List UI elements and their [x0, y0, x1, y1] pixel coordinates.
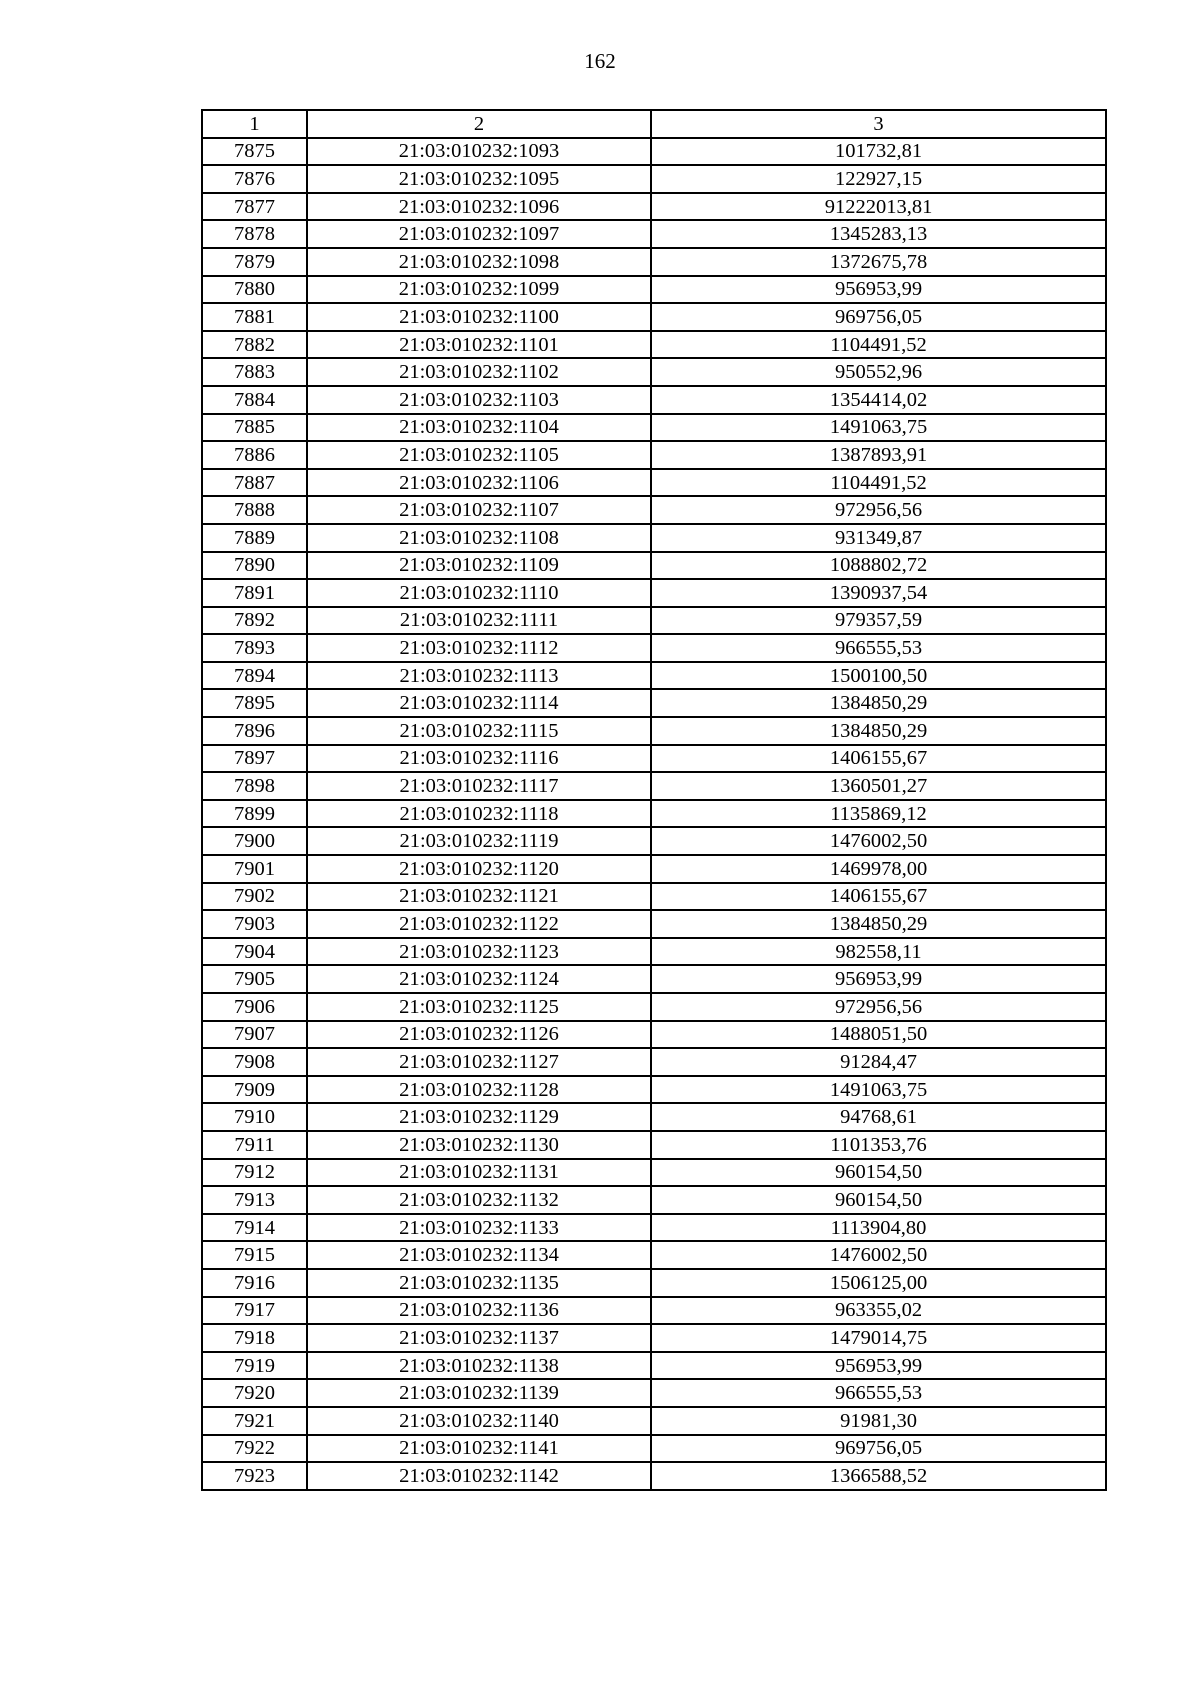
row-number-cell: 7887 [202, 469, 307, 497]
cadastral-number-cell: 21:03:010232:1098 [307, 248, 651, 276]
row-number-cell: 7908 [202, 1048, 307, 1076]
cadastral-number-cell: 21:03:010232:1100 [307, 303, 651, 331]
value-cell: 1104491,52 [651, 469, 1106, 497]
table-row [202, 579, 1106, 607]
cadastral-number-cell: 21:03:010232:1121 [307, 883, 651, 911]
row-number-cell: 7880 [202, 276, 307, 304]
value-cell: 956953,99 [651, 965, 1106, 993]
value-cell: 956953,99 [651, 1352, 1106, 1380]
value-cell: 963355,02 [651, 1297, 1106, 1325]
row-number-cell: 7881 [202, 303, 307, 331]
row-number-cell: 7909 [202, 1076, 307, 1104]
value-cell: 1113904,80 [651, 1214, 1106, 1242]
table-row [202, 993, 1106, 1021]
row-number-cell: 7921 [202, 1407, 307, 1435]
cadastral-number-cell: 21:03:010232:1132 [307, 1186, 651, 1214]
row-number-cell: 7878 [202, 220, 307, 248]
cadastral-number-cell: 21:03:010232:1129 [307, 1103, 651, 1131]
cadastral-number-cell: 21:03:010232:1133 [307, 1214, 651, 1242]
table-row [202, 358, 1106, 386]
cadastral-number-cell: 21:03:010232:1124 [307, 965, 651, 993]
value-cell: 1476002,50 [651, 1241, 1106, 1269]
row-number-cell: 7900 [202, 827, 307, 855]
cadastral-number-cell: 21:03:010232:1141 [307, 1435, 651, 1463]
table-body [202, 138, 1106, 1490]
cadastral-number-cell: 21:03:010232:1113 [307, 662, 651, 690]
cadastral-number-cell: 21:03:010232:1125 [307, 993, 651, 1021]
table-row [202, 469, 1106, 497]
value-cell: 91981,30 [651, 1407, 1106, 1435]
cadastral-number-cell: 21:03:010232:1102 [307, 358, 651, 386]
cadastral-number-cell: 21:03:010232:1112 [307, 634, 651, 662]
cadastral-number-cell: 21:03:010232:1105 [307, 441, 651, 469]
value-cell: 950552,96 [651, 358, 1106, 386]
cadastral-number-cell: 21:03:010232:1097 [307, 220, 651, 248]
table-row [202, 634, 1106, 662]
row-number-cell: 7889 [202, 524, 307, 552]
cadastral-number-cell: 21:03:010232:1111 [307, 607, 651, 635]
value-cell: 1491063,75 [651, 414, 1106, 442]
table-row [202, 1214, 1106, 1242]
cadastral-number-cell: 21:03:010232:1107 [307, 496, 651, 524]
table-row [202, 1379, 1106, 1407]
row-number-cell: 7884 [202, 386, 307, 414]
table-row [202, 1241, 1106, 1269]
value-cell: 972956,56 [651, 496, 1106, 524]
table-row [202, 552, 1106, 580]
row-number-cell: 7912 [202, 1159, 307, 1187]
column-header-1: 1 [202, 110, 307, 138]
row-number-cell: 7905 [202, 965, 307, 993]
cadastral-number-cell: 21:03:010232:1109 [307, 552, 651, 580]
cadastral-number-cell: 21:03:010232:1138 [307, 1352, 651, 1380]
value-cell: 931349,87 [651, 524, 1106, 552]
cadastral-number-cell: 21:03:010232:1114 [307, 689, 651, 717]
row-number-cell: 7877 [202, 193, 307, 221]
table-row [202, 248, 1106, 276]
value-cell: 1469978,00 [651, 855, 1106, 883]
table-row [202, 1435, 1106, 1463]
row-number-cell: 7882 [202, 331, 307, 359]
cadastral-number-cell: 21:03:010232:1134 [307, 1241, 651, 1269]
header-row [202, 110, 1106, 138]
value-cell: 969756,05 [651, 1435, 1106, 1463]
row-number-cell: 7875 [202, 138, 307, 166]
table-row [202, 1407, 1106, 1435]
cadastral-number-cell: 21:03:010232:1118 [307, 800, 651, 828]
table-row [202, 386, 1106, 414]
table-row [202, 1186, 1106, 1214]
row-number-cell: 7918 [202, 1324, 307, 1352]
row-number-cell: 7906 [202, 993, 307, 1021]
value-cell: 982558,11 [651, 938, 1106, 966]
cadastral-number-cell: 21:03:010232:1096 [307, 193, 651, 221]
value-cell: 1488051,50 [651, 1021, 1106, 1049]
table-row [202, 1297, 1106, 1325]
cadastre-table [201, 109, 1107, 1491]
table-row [202, 193, 1106, 221]
row-number-cell: 7919 [202, 1352, 307, 1380]
row-number-cell: 7916 [202, 1269, 307, 1297]
value-cell: 1476002,50 [651, 827, 1106, 855]
cadastral-number-cell: 21:03:010232:1095 [307, 165, 651, 193]
cadastral-number-cell: 21:03:010232:1136 [307, 1297, 651, 1325]
value-cell: 1101353,76 [651, 1131, 1106, 1159]
table-row [202, 772, 1106, 800]
value-cell: 1354414,02 [651, 386, 1106, 414]
row-number-cell: 7915 [202, 1241, 307, 1269]
value-cell: 1491063,75 [651, 1076, 1106, 1104]
table-row [202, 276, 1106, 304]
value-cell: 1360501,27 [651, 772, 1106, 800]
value-cell: 122927,15 [651, 165, 1106, 193]
row-number-cell: 7913 [202, 1186, 307, 1214]
row-number-cell: 7904 [202, 938, 307, 966]
cadastral-number-cell: 21:03:010232:1137 [307, 1324, 651, 1352]
value-cell: 956953,99 [651, 276, 1106, 304]
value-cell: 1390937,54 [651, 579, 1106, 607]
row-number-cell: 7920 [202, 1379, 307, 1407]
table-row [202, 1021, 1106, 1049]
table-row [202, 855, 1106, 883]
table-row [202, 717, 1106, 745]
row-number-cell: 7902 [202, 883, 307, 911]
value-cell: 960154,50 [651, 1186, 1106, 1214]
table-row [202, 965, 1106, 993]
row-number-cell: 7885 [202, 414, 307, 442]
table-row [202, 138, 1106, 166]
table-row [202, 910, 1106, 938]
column-header-2: 2 [307, 110, 651, 138]
row-number-cell: 7917 [202, 1297, 307, 1325]
value-cell: 960154,50 [651, 1159, 1106, 1187]
table-row [202, 662, 1106, 690]
table-row [202, 496, 1106, 524]
row-number-cell: 7907 [202, 1021, 307, 1049]
row-number-cell: 7886 [202, 441, 307, 469]
value-cell: 1345283,13 [651, 220, 1106, 248]
row-number-cell: 7888 [202, 496, 307, 524]
row-number-cell: 7910 [202, 1103, 307, 1131]
cadastral-number-cell: 21:03:010232:1101 [307, 331, 651, 359]
value-cell: 1479014,75 [651, 1324, 1106, 1352]
table-row [202, 745, 1106, 773]
row-number-cell: 7879 [202, 248, 307, 276]
value-cell: 1372675,78 [651, 248, 1106, 276]
table-row [202, 331, 1106, 359]
column-header-3: 3 [651, 110, 1106, 138]
cadastral-number-cell: 21:03:010232:1116 [307, 745, 651, 773]
cadastral-number-cell: 21:03:010232:1103 [307, 386, 651, 414]
row-number-cell: 7891 [202, 579, 307, 607]
cadastral-number-cell: 21:03:010232:1139 [307, 1379, 651, 1407]
cadastral-number-cell: 21:03:010232:1106 [307, 469, 651, 497]
cadastral-number-cell: 21:03:010232:1128 [307, 1076, 651, 1104]
value-cell: 1384850,29 [651, 910, 1106, 938]
cadastral-number-cell: 21:03:010232:1110 [307, 579, 651, 607]
row-number-cell: 7876 [202, 165, 307, 193]
row-number-cell: 7890 [202, 552, 307, 580]
cadastral-number-cell: 21:03:010232:1093 [307, 138, 651, 166]
table-row [202, 1269, 1106, 1297]
value-cell: 101732,81 [651, 138, 1106, 166]
table-row [202, 800, 1106, 828]
table-row [202, 1131, 1106, 1159]
value-cell: 1384850,29 [651, 689, 1106, 717]
table-row [202, 220, 1106, 248]
value-cell: 1088802,72 [651, 552, 1106, 580]
row-number-cell: 7898 [202, 772, 307, 800]
value-cell: 1384850,29 [651, 717, 1106, 745]
value-cell: 1366588,52 [651, 1462, 1106, 1490]
row-number-cell: 7901 [202, 855, 307, 883]
row-number-cell: 7914 [202, 1214, 307, 1242]
table-row [202, 938, 1106, 966]
table-row [202, 1076, 1106, 1104]
row-number-cell: 7897 [202, 745, 307, 773]
cadastral-number-cell: 21:03:010232:1122 [307, 910, 651, 938]
cadastral-number-cell: 21:03:010232:1142 [307, 1462, 651, 1490]
table-row [202, 1352, 1106, 1380]
row-number-cell: 7911 [202, 1131, 307, 1159]
cadastral-number-cell: 21:03:010232:1115 [307, 717, 651, 745]
table-row [202, 883, 1106, 911]
table-row [202, 1159, 1106, 1187]
value-cell: 1135869,12 [651, 800, 1106, 828]
page-number: 162 [584, 49, 616, 73]
table-row [202, 303, 1106, 331]
row-number-cell: 7883 [202, 358, 307, 386]
cadastral-number-cell: 21:03:010232:1126 [307, 1021, 651, 1049]
table-row [202, 1324, 1106, 1352]
cadastral-number-cell: 21:03:010232:1140 [307, 1407, 651, 1435]
row-number-cell: 7899 [202, 800, 307, 828]
value-cell: 979357,59 [651, 607, 1106, 635]
cadastral-number-cell: 21:03:010232:1108 [307, 524, 651, 552]
row-number-cell: 7896 [202, 717, 307, 745]
value-cell: 91222013,81 [651, 193, 1106, 221]
value-cell: 1104491,52 [651, 331, 1106, 359]
value-cell: 966555,53 [651, 634, 1106, 662]
value-cell: 91284,47 [651, 1048, 1106, 1076]
table-row [202, 1462, 1106, 1490]
table-row [202, 607, 1106, 635]
table-row [202, 689, 1106, 717]
cadastral-number-cell: 21:03:010232:1130 [307, 1131, 651, 1159]
value-cell: 1387893,91 [651, 441, 1106, 469]
table-row [202, 1048, 1106, 1076]
value-cell: 1506125,00 [651, 1269, 1106, 1297]
table-row [202, 414, 1106, 442]
value-cell: 966555,53 [651, 1379, 1106, 1407]
cadastral-number-cell: 21:03:010232:1120 [307, 855, 651, 883]
row-number-cell: 7894 [202, 662, 307, 690]
row-number-cell: 7895 [202, 689, 307, 717]
cadastral-number-cell: 21:03:010232:1104 [307, 414, 651, 442]
cadastral-number-cell: 21:03:010232:1131 [307, 1159, 651, 1187]
table-row [202, 1103, 1106, 1131]
value-cell: 94768,61 [651, 1103, 1106, 1131]
table-row [202, 165, 1106, 193]
cadastral-number-cell: 21:03:010232:1099 [307, 276, 651, 304]
table-row [202, 827, 1106, 855]
row-number-cell: 7892 [202, 607, 307, 635]
row-number-cell: 7922 [202, 1435, 307, 1463]
cadastral-number-cell: 21:03:010232:1135 [307, 1269, 651, 1297]
row-number-cell: 7903 [202, 910, 307, 938]
row-number-cell: 7893 [202, 634, 307, 662]
cadastral-number-cell: 21:03:010232:1119 [307, 827, 651, 855]
value-cell: 1406155,67 [651, 883, 1106, 911]
value-cell: 1500100,50 [651, 662, 1106, 690]
value-cell: 972956,56 [651, 993, 1106, 1021]
value-cell: 969756,05 [651, 303, 1106, 331]
table-row [202, 441, 1106, 469]
table-header [202, 110, 1106, 138]
table-row [202, 524, 1106, 552]
cadastral-number-cell: 21:03:010232:1123 [307, 938, 651, 966]
cadastral-number-cell: 21:03:010232:1127 [307, 1048, 651, 1076]
row-number-cell: 7923 [202, 1462, 307, 1490]
cadastral-number-cell: 21:03:010232:1117 [307, 772, 651, 800]
value-cell: 1406155,67 [651, 745, 1106, 773]
